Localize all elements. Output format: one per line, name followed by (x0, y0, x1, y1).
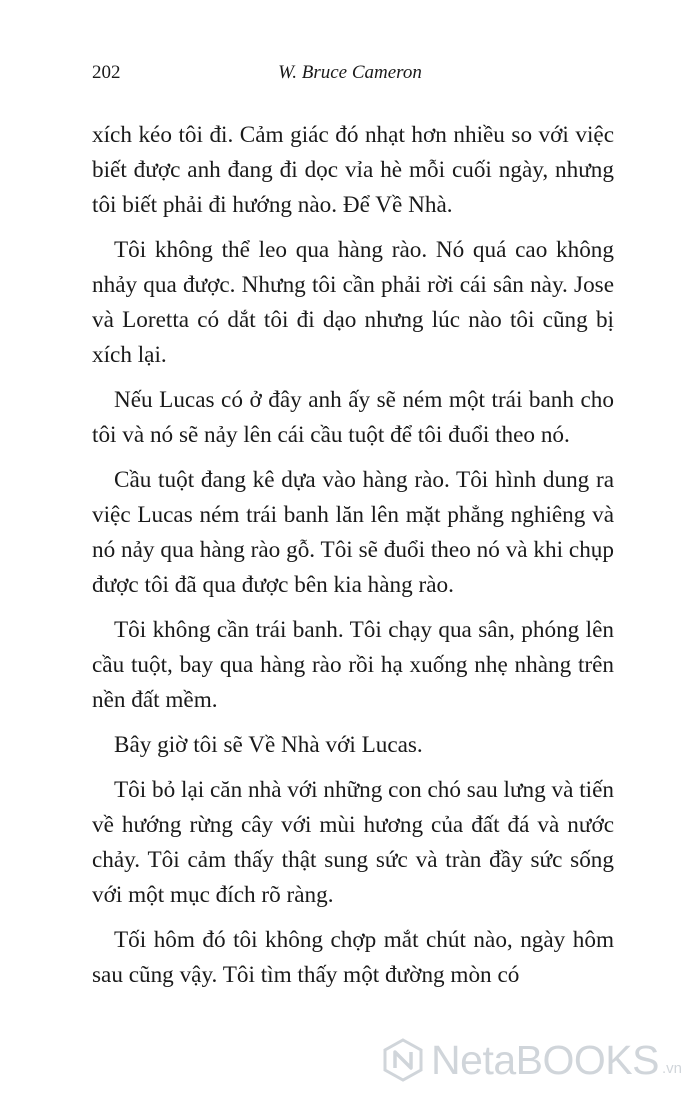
paragraph: Nếu Lucas có ở đây anh ấy sẽ ném một trái banh cho tôi và nó sẽ nảy lên cái cầu tuột để tôi đuổi theo nó. (92, 387, 614, 448)
paragraph: xích kéo tôi đi. Cảm giác đó nhạt hơn nhiều so với việc biết được anh đang đi dọc vỉa hè mỗi cuối ngày, nhưng tôi biết phải đi hướng nào. Để Về Nhà. (92, 122, 614, 218)
watermark-brand: NetaBOOKS (431, 1036, 659, 1083)
page-header (92, 62, 608, 88)
watermark (381, 1031, 682, 1089)
paragraph: Bây giờ tôi sẽ Về Nhà với Lucas. (114, 732, 423, 758)
paragraph: Tôi không thể leo qua hàng rào. Nó quá cao không nhảy qua được. Nhưng tôi cần phải rời cái sân này. Jose và Loretta có dắt tôi đi dạo nhưng lúc nào tôi cũng bị xích lại. (92, 237, 614, 368)
paragraph: Cầu tuột đang kê dựa vào hàng rào. Tôi hình dung ra việc Lucas ném trái banh lăn lên mặt phẳng nghiêng và nó nảy qua hàng rào gỗ. Tôi sẽ đuổi theo nó và khi chụp được tôi đã qua được bên kia hàng rào. (92, 467, 614, 598)
paragraph: Tôi không cần trái banh. Tôi chạy qua sân, phóng lên cầu tuột, bay qua hàng rào rồi hạ xuống nhẹ nhàng trên nền đất mềm. (92, 617, 614, 713)
running-title: W. Bruce Cameron (278, 62, 422, 83)
paragraph: Tôi bỏ lại căn nhà với những con chó sau lưng và tiến về hướng rừng cây với mùi hương của đất đá và nước chảy. Tôi cảm thấy thật sung sức và tràn đầy sức sống với một mục đích rõ ràng. (92, 777, 614, 908)
paragraph: Tối hôm đó tôi không chợp mắt chút nào, ngày hôm sau cũng vậy. Tôi tìm thấy một đường mòn có (92, 927, 614, 988)
body-text (92, 118, 614, 1003)
watermark-suffix: .vn (661, 1060, 682, 1077)
neta-logo-icon (381, 1038, 425, 1082)
page-number: 202 (92, 62, 121, 83)
